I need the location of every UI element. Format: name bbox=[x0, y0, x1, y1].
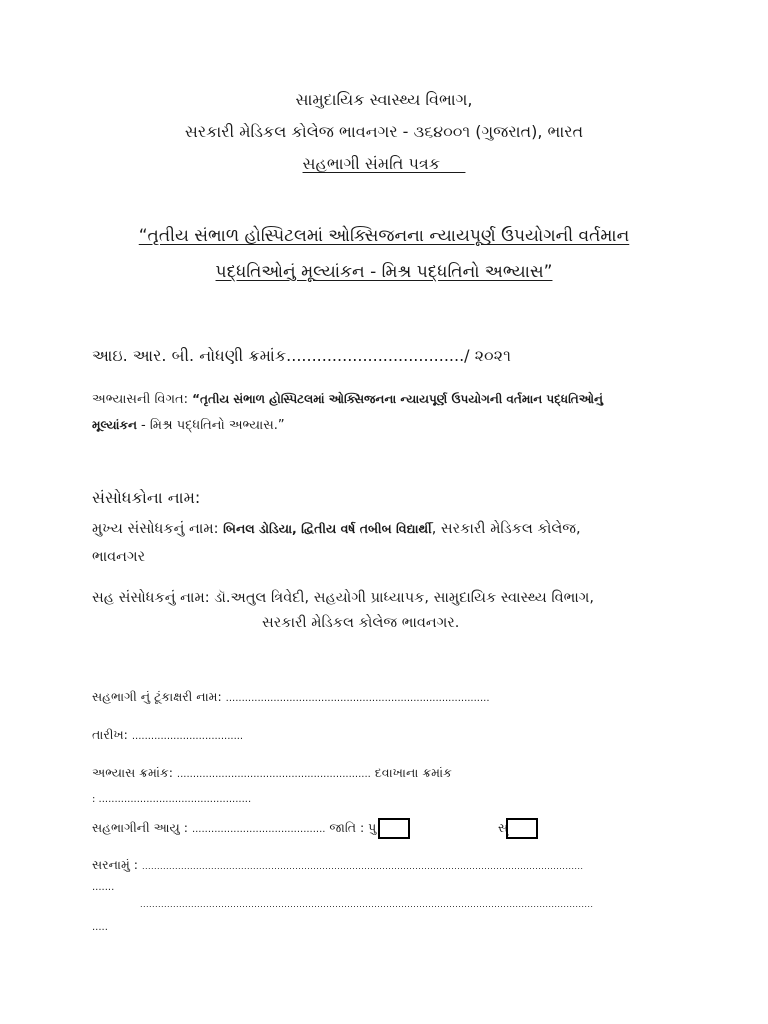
address-input-2[interactable]: ....................................................................................................................................................... bbox=[140, 899, 594, 909]
age-label: સહભાગીની આયુ : bbox=[92, 820, 192, 835]
initials-label: સહભાગી નું ટૂંકાક્ષરી નામ: bbox=[92, 689, 226, 704]
hospital-number-input[interactable]: : ................................................ bbox=[92, 794, 252, 805]
co-investigator-line: સહ સંસોધકનું નામ: ડૉ.અતુલ ત્રિવેદી, સહયોગી પ્રાધ્યાપક, સામુદાયિક સ્વાસ્થ્ય વિભાગ, bbox=[92, 590, 595, 606]
co-investigator-college: સરકારી મેડિકલ કોલેજ ભાવનગર. bbox=[262, 615, 460, 631]
irb-year: / ૨૦૨૧ bbox=[464, 346, 511, 365]
hospital-number-label: દવાખાના ક્રમાંક bbox=[370, 765, 452, 780]
date-input[interactable]: ................................... bbox=[131, 731, 244, 742]
age-gender-row bbox=[92, 818, 410, 839]
address-input-1[interactable]: ................................................................................................................................................... bbox=[141, 861, 584, 871]
study-details-label: અભ્યાસની વિગત: bbox=[92, 392, 193, 407]
irb-label: આઇ. આર. બી. નોધણી ક્રમાંક bbox=[92, 346, 287, 365]
address-continuation-2: ..... bbox=[92, 922, 108, 933]
college-heading: સરકારી મેડિકલ કોલેજ ભાવનગર - ૩૬૪૦૦૧ (ગુજરાત), ભારત bbox=[184, 122, 584, 141]
gender-female-option bbox=[498, 818, 538, 839]
study-details-line-1 bbox=[92, 392, 603, 407]
principal-name: બિનલ ડોડિયા, દ્વિતીય વર્ષ તબીબ વિદ્યાર્થી bbox=[223, 521, 432, 536]
study-number-label: અભ્યાસ ક્રમાંક: bbox=[92, 765, 177, 780]
address-row-1 bbox=[92, 857, 583, 873]
age-input[interactable]: .......................................... bbox=[191, 824, 326, 835]
researchers-heading: સંસોધકોના નામ: bbox=[92, 488, 201, 507]
date-field-row bbox=[92, 727, 243, 743]
principal-city: ભાવનગર bbox=[92, 549, 146, 565]
initials-field-row bbox=[92, 689, 490, 705]
date-label: તારીખ: bbox=[92, 727, 132, 742]
study-details-line-2: મૂલ્યાંકન - મિશ્ર પદ્ધતિનો અભ્યાસ.” bbox=[92, 418, 285, 433]
study-title-line-2: પદ્ધતિઓનું મૂલ્યાંકન - મિશ્ર પદ્ધતિનો અભ્યાસ” bbox=[215, 262, 553, 282]
initials-input[interactable]: ................................................................................... bbox=[225, 693, 490, 704]
gender-label: જાતિ : પુ bbox=[325, 820, 377, 835]
study-number-row bbox=[92, 765, 452, 781]
address-label: સરનામું : bbox=[92, 857, 142, 872]
address-continuation-1: ....... bbox=[92, 882, 115, 893]
study-details-title: “તૃતીય સંભાળ હોસ્પિટલમાં ઓક્સિજનના ન્યાયપૂર્ણ ઉપયોગની વર્તમાન પદ્ધતિઓનું bbox=[192, 392, 603, 406]
gender-female-label: સ્ bbox=[498, 820, 509, 835]
study-title-line-1: “તૃતીય સંભાળ હોસ્પિટલમાં ઓક્સિજનના ન્યાયપૂર્ણ ઉપયોગની વર્તમાન bbox=[138, 226, 630, 246]
department-heading: સામુદાયિક સ્વાસ્થ્ય વિભાગ, bbox=[295, 90, 473, 109]
principal-label: મુખ્ય સંસોધકનું નામ: bbox=[92, 521, 224, 537]
gender-female-checkbox[interactable] bbox=[506, 818, 538, 839]
form-title-text: સહભાગી સંમતિ પત્રક bbox=[302, 154, 441, 173]
form-title bbox=[0, 154, 768, 174]
gender-male-checkbox[interactable] bbox=[378, 818, 410, 839]
study-number-input[interactable]: ............................................................. bbox=[176, 769, 371, 780]
principal-investigator-line: મુખ્ય સંસોધકનું નામ: બિનલ ડોડિયા, દ્વિતીય વર્ષ તબીબ વિદ્યાર્થી, સરકારી મેડિકલ કોલેજ, bbox=[92, 521, 581, 537]
irb-number-field[interactable]: ................................... bbox=[286, 346, 465, 365]
irb-number-line bbox=[92, 346, 511, 366]
